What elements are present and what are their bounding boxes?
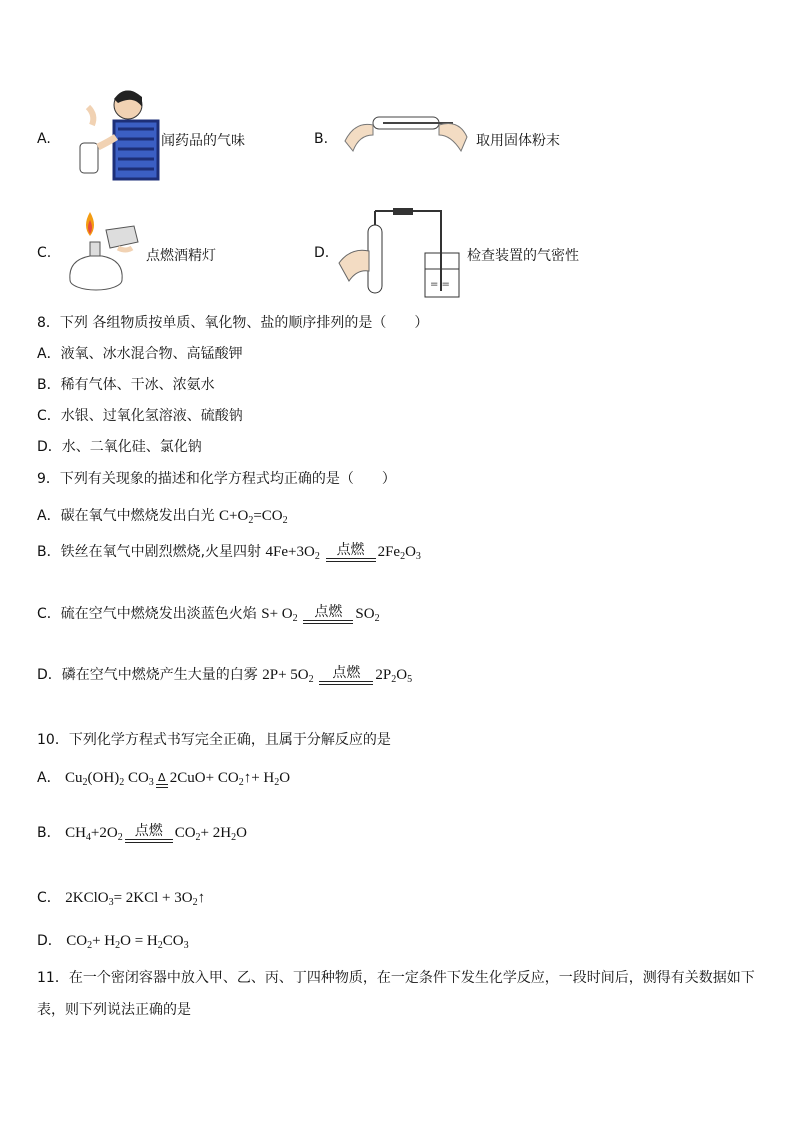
q11-line2: 表，则下列说法正确的是: [37, 1002, 191, 1018]
q10-option-d-equation: $CO_2+ H_2O = H_2CO_3$: [66, 933, 189, 951]
q7-option-b-label: 取用固体粉末: [476, 133, 560, 149]
q9-option-b-equation: $4Fe+3O_2$ 点燃 $2Fe_2O_3$: [265, 542, 421, 562]
smelling-person-illustration: [66, 85, 160, 183]
q10-option-a-equation: $Cu_2(OH)_2$ $CO_3$ Δ $2CuO+ CO_2↑+ H_2O$: [65, 770, 291, 788]
q7-option-d-letter: D.: [314, 245, 330, 261]
q8-option-c: C．水银、过氧化氢溶液、硫酸钠: [37, 408, 243, 424]
q7-option-a-label: 闻药品的气味: [161, 133, 245, 149]
q10-option-c: [37, 887, 205, 908]
q7-option-d-label: 检查装置的气密性: [467, 248, 579, 264]
q9-option-c-equation: $S+ O_2$ 点燃 $SO_2$: [261, 604, 380, 624]
q9-option-b-text: B．铁丝在氧气中剧烈燃烧,火星四射: [37, 544, 262, 560]
q10-option-b: [37, 822, 247, 843]
q7-option-b-letter: B.: [314, 131, 329, 147]
q7-option-c-label: 点燃酒精灯: [146, 248, 216, 264]
q8-option-d: D．水、二氧化硅、氯化钠: [37, 439, 202, 455]
q9-option-d-text: D．磷在空气中燃烧产生大量的白雾: [37, 667, 258, 683]
q10-option-d: [37, 930, 189, 951]
airtightness-check-illustration: [337, 207, 463, 299]
q11-line1: 11．在一个密闭容器中放入甲、乙、丙、丁四种物质，在一定条件下发生化学反应，一段时间后，测得有关数据如下: [37, 970, 755, 986]
test-tube-powder-illustration: [343, 101, 469, 161]
q9-option-a-text: A．碳在氧气中燃烧发出白光: [37, 508, 215, 524]
q7-option-c-letter: C.: [37, 245, 52, 261]
q8-stem: 8．下列 各组物质按单质、氧化物、盐的顺序排列的是（ ）: [37, 315, 429, 331]
q8-option-a: A．液氧、冰水混合物、高锰酸钾: [37, 346, 243, 362]
q9-option-d-equation: $2P+ 5O_2$ 点燃 $2P_2O_5$: [262, 665, 413, 685]
q9-option-b: [37, 541, 421, 562]
q8-option-b: B．稀有气体、干冰、浓氨水: [37, 377, 215, 393]
svg-text:= =: = =: [430, 279, 450, 290]
q10-option-a: [37, 767, 290, 788]
q10-option-c-equation: 2KClO$_3$= $2KCl + 3O_2↑$: [65, 890, 206, 908]
q7-option-a-letter: A.: [37, 131, 51, 147]
q10-option-c-letter: C．: [37, 890, 61, 906]
q10-option-a-letter: A．: [37, 770, 61, 786]
q9-option-c: [37, 603, 380, 624]
q10-stem: 10．下列化学方程式书写完全正确，且属于分解反应的是: [37, 732, 391, 748]
q9-option-a: [37, 505, 288, 526]
q9-option-c-text: C．硫在空气中燃烧发出淡蓝色火焰: [37, 606, 257, 622]
q10-option-b-equation: $CH_4+2O_2$ 点燃 $CO_2+ 2H_2O$: [65, 823, 247, 843]
q10-option-b-letter: B．: [37, 825, 61, 841]
q9-option-a-equation: $C+O_2=CO_2$: [219, 508, 288, 526]
q10-option-d-letter: D．: [37, 933, 62, 949]
alcohol-lamp-illustration: [62, 208, 146, 294]
q9-option-d: [37, 664, 412, 685]
q9-stem: 9．下列有关现象的描述和化学方程式均正确的是（ ）: [37, 471, 396, 487]
